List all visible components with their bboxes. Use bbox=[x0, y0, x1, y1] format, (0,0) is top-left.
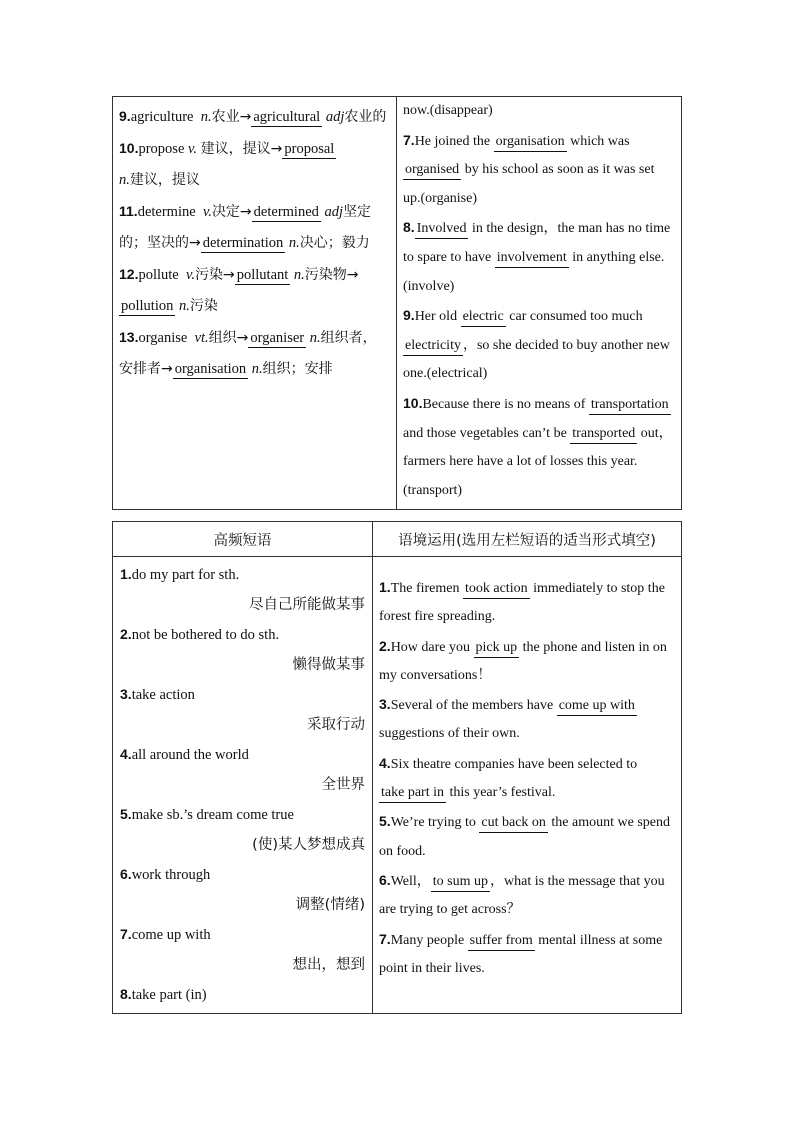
sentence-tail: now.(disappear) bbox=[403, 103, 493, 118]
sentence-item: 9.Her old electric car consumed too much electricity ，so she decided to buy another new one.(electrical) bbox=[403, 307, 670, 382]
word-entry: 11.determine v.决定→ determined adj坚定的；坚决的→ determination n.决心；毅力 bbox=[119, 203, 372, 251]
phrase-item: 7.come up with 想出，想到 bbox=[120, 926, 365, 973]
word-forms-column bbox=[113, 97, 397, 510]
phrase-item: 5.make sb.’s dream come true (使)某人梦想成真 bbox=[120, 806, 365, 853]
answer: proposal bbox=[284, 141, 335, 157]
answer: come up with bbox=[557, 697, 637, 716]
answer: Involved bbox=[415, 220, 469, 239]
answer: pick up bbox=[474, 639, 520, 658]
answer: take part in bbox=[379, 784, 446, 803]
phrase-list bbox=[113, 557, 373, 1014]
vocabulary-table bbox=[112, 96, 682, 510]
phrase-item: 4.all around the world 全世界 bbox=[120, 746, 365, 793]
usage-item: 5.We’re trying to cut back on the amount we spend on food. bbox=[379, 813, 670, 859]
usage-item: 7.Many people suffer from mental illness at some point in their lives. bbox=[379, 930, 663, 976]
answer: electricity bbox=[403, 337, 463, 356]
answer: cut back on bbox=[479, 814, 548, 833]
usage-item: 4.Six theatre companies have been selected to take part in this year’s festival. bbox=[379, 749, 675, 808]
sentence-item: 7.He joined the organisation which was organised by his school as soon as it was set up.(organise) bbox=[403, 131, 655, 206]
answer: involvement bbox=[495, 249, 569, 268]
answer: pollutant bbox=[236, 267, 289, 283]
answer: suffer from bbox=[468, 932, 535, 951]
phrase-item: 3.take action 采取行动 bbox=[120, 686, 365, 733]
usage-item: 3.Several of the members have come up with suggestions of their own. bbox=[379, 696, 635, 742]
answer: transportation bbox=[589, 396, 671, 415]
answer: took action bbox=[463, 580, 530, 599]
answer: organiser bbox=[250, 330, 305, 346]
word-entry: 13.organise vt.组织→ organiser n.组织者，安排者→ organisation n.组织；安排 bbox=[119, 329, 377, 377]
phrase-item: 2.not be bothered to do sth. 懒得做某事 bbox=[120, 626, 365, 673]
usage-item: 1.The firemen took action immediately to stop the forest fire spreading. bbox=[379, 579, 665, 625]
answer: transported bbox=[570, 425, 637, 444]
answer: pollution bbox=[121, 298, 174, 314]
sentence-item: 10.Because there is no means of transportation and those vegetables can’t be transported out，farmers here have a lot of losses this year.(transport) bbox=[403, 394, 673, 498]
phrases-table bbox=[112, 521, 682, 1014]
answer: organised bbox=[403, 161, 461, 180]
sentence-column bbox=[397, 97, 682, 510]
answer: to sum up bbox=[431, 873, 490, 892]
answer: agricultural bbox=[253, 109, 321, 125]
answer: determination bbox=[202, 235, 284, 251]
word-entry: 9.agriculture n.农业→ agricultural adj农业的 bbox=[119, 108, 387, 125]
word-entry: 12.pollute v.污染→ pollutant n.污染物→pollution n.污染 bbox=[119, 266, 359, 314]
answer: organisation bbox=[494, 133, 567, 152]
usage-item: 2.How dare you pick up the phone and listen in on my conversations！ bbox=[379, 637, 667, 683]
phrase-item: 8.take part (in) bbox=[120, 986, 207, 1003]
header-phrases: 高频短语 bbox=[113, 522, 373, 557]
usage-item: 6.Well， to sum up ，what is the message that you are trying to get across？ bbox=[379, 871, 665, 918]
answer: electric bbox=[461, 308, 506, 327]
answer: organisation bbox=[174, 361, 247, 377]
header-context-usage: 语境运用(选用左栏短语的适当形式填空) bbox=[373, 522, 682, 557]
phrase-item: 6.work through 调整(情绪) bbox=[120, 866, 365, 913]
usage-sentences bbox=[373, 557, 682, 1014]
answer: determined bbox=[253, 204, 319, 220]
word-entry: 10.propose v. 建议，提议→ proposal n.建议，提议 bbox=[119, 140, 335, 188]
sentence-item: 8. Involved in the design，the man has no time to spare to have involvement in anything else.(involve) bbox=[403, 219, 671, 294]
phrase-item: 1.do my part for sth. 尽自己所能做某事 bbox=[120, 566, 365, 613]
